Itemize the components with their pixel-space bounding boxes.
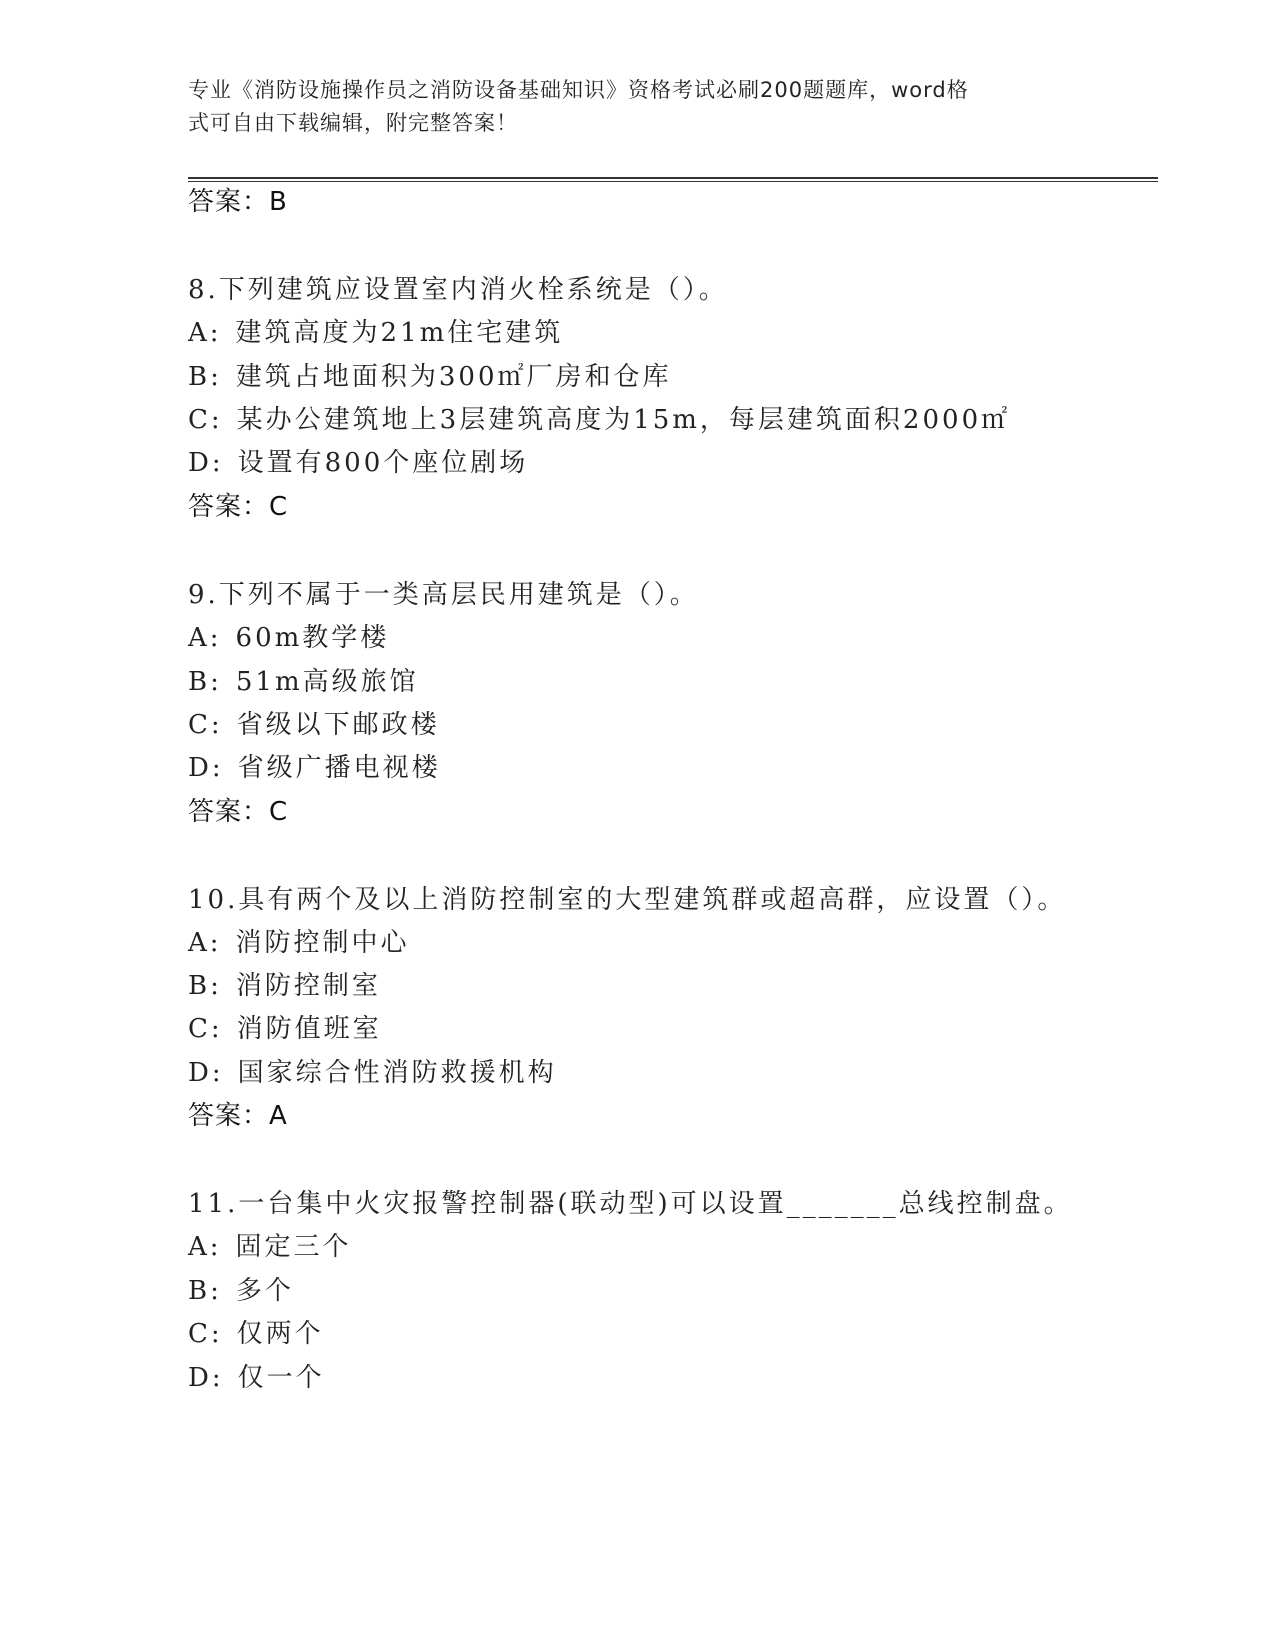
option-text: 消防控制室	[235, 971, 381, 1001]
option-key: A:	[188, 1232, 222, 1262]
question-9-option-c	[188, 708, 440, 742]
question-8-option-b	[188, 360, 672, 394]
question-8-option-a	[188, 316, 563, 350]
option-key: D:	[188, 1058, 224, 1088]
question-9-option-b	[188, 665, 419, 699]
header-divider	[188, 177, 1158, 182]
question-9-option-a	[188, 621, 389, 655]
option-key: B:	[188, 971, 222, 1001]
answer-q8: 答案：C	[188, 492, 289, 522]
question-10-option-a	[188, 926, 410, 960]
option-text: 51m高级旅馆	[235, 667, 419, 697]
option-key: D:	[188, 1363, 224, 1393]
question-10-option-c	[188, 1012, 382, 1046]
option-text: 消防值班室	[236, 1014, 382, 1044]
option-text: 省级以下邮政楼	[236, 710, 440, 740]
option-text: 多个	[235, 1276, 294, 1306]
option-text: 国家综合性消防救援机构	[237, 1058, 557, 1088]
question-9-stem: 9.下列不属于一类高层民用建筑是（）。	[188, 580, 699, 610]
option-key: C:	[188, 405, 223, 435]
option-key: A:	[188, 318, 222, 348]
option-key: C:	[188, 1014, 223, 1044]
option-text: 建筑占地面积为300㎡厂房和仓库	[235, 362, 672, 392]
question-10-stem: 10.具有两个及以上消防控制室的大型建筑群或超高群，应设置（）。	[188, 885, 1067, 915]
option-text: 仅一个	[237, 1363, 325, 1393]
option-text: 固定三个	[235, 1232, 352, 1262]
document-header	[188, 74, 1068, 140]
question-10-option-b	[188, 969, 381, 1003]
option-key: C:	[188, 710, 223, 740]
option-key: A:	[188, 623, 222, 653]
question-9-option-d	[188, 751, 441, 785]
option-key: B:	[188, 1276, 222, 1306]
question-8-stem: 8.下列建筑应设置室内消火栓系统是（）。	[188, 275, 728, 305]
answer-q9: 答案：C	[188, 797, 289, 827]
option-text: 省级广播电视楼	[237, 753, 441, 783]
question-10-option-d	[188, 1056, 557, 1090]
question-11-option-a	[188, 1230, 352, 1264]
answer-q10: 答案：A	[188, 1101, 288, 1131]
header-line-1: 专业《消防设施操作员之消防设备基础知识》资格考试必刷200题题库，word格	[188, 78, 969, 102]
answer-q7: 答案：B	[188, 187, 288, 217]
question-8-option-c	[188, 403, 1010, 437]
option-key: D:	[188, 448, 224, 478]
option-key: B:	[188, 667, 222, 697]
option-key: D:	[188, 753, 224, 783]
option-text: 某办公建筑地上3层建筑高度为15m，每层建筑面积2000㎡	[236, 405, 1011, 435]
option-text: 建筑高度为21m住宅建筑	[235, 318, 564, 348]
option-text: 60m教学楼	[235, 623, 390, 653]
option-key: C:	[188, 1319, 223, 1349]
question-11-option-d	[188, 1361, 325, 1395]
question-11-stem: 11.一台集中火灾报警控制器(联动型)可以设置_______总线控制盘。	[188, 1189, 1073, 1219]
option-key: A:	[188, 928, 222, 958]
option-text: 消防控制中心	[235, 928, 410, 958]
option-key: B:	[188, 362, 222, 392]
header-line-2: 式可自由下载编辑，附完整答案！	[188, 111, 518, 135]
question-8-option-d	[188, 446, 528, 480]
option-text: 仅两个	[236, 1319, 324, 1349]
option-text: 设置有800个座位剧场	[237, 448, 529, 478]
question-11-option-c	[188, 1317, 324, 1351]
question-11-option-b	[188, 1274, 294, 1308]
